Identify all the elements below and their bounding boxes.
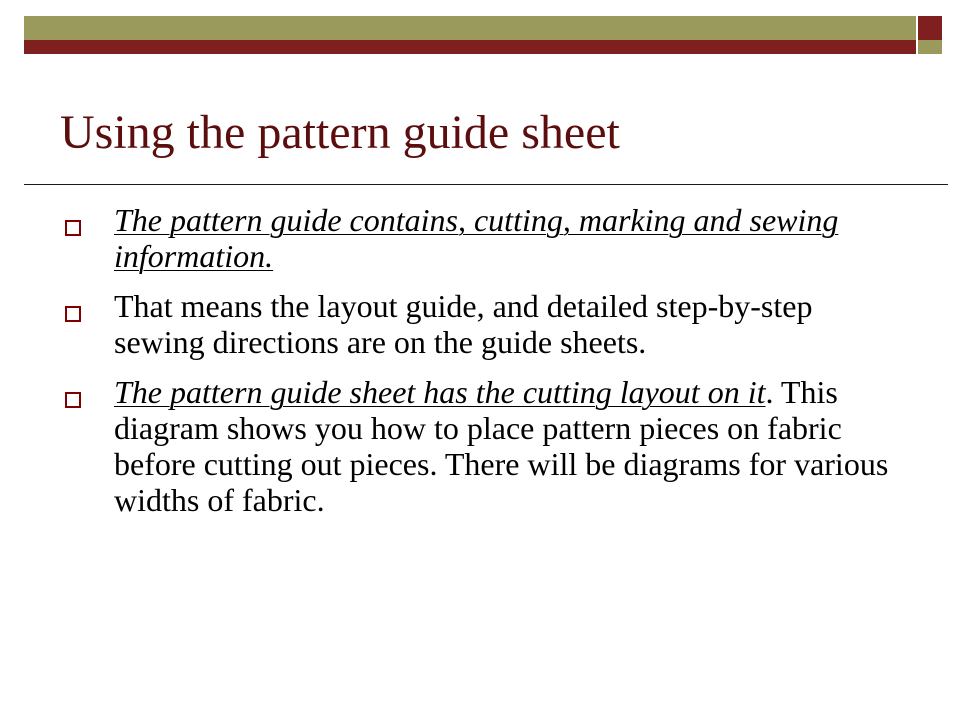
title-divider <box>24 184 948 185</box>
bullet-list <box>58 202 908 532</box>
slide-title: Using the pattern guide sheet <box>60 106 620 159</box>
bullet-emphasis-text: The pattern guide contains, cutting, marking and sewing information. <box>114 202 839 274</box>
bullet-emphasis-text: The pattern guide sheet has the cutting layout on it <box>114 374 766 410</box>
top-maroon-bar <box>24 40 916 54</box>
hollow-square-bullet-icon <box>65 392 81 408</box>
bullet-item <box>58 374 908 518</box>
top-olive-bar <box>24 16 916 40</box>
bullet-item <box>58 288 908 360</box>
bullet-item <box>58 202 908 274</box>
corner-maroon-square <box>918 16 942 40</box>
corner-olive-square <box>918 40 942 54</box>
hollow-square-bullet-icon <box>65 220 81 236</box>
hollow-square-bullet-icon <box>65 306 81 322</box>
bullet-text: . This diagram shows you how to place pattern pieces on fabric before cutting out pieces. There will be diagrams for various widths of fabric. <box>114 374 889 518</box>
bullet-text: That means the layout guide, and detailed step-by-step sewing directions are on the guide sheets. <box>114 288 813 360</box>
